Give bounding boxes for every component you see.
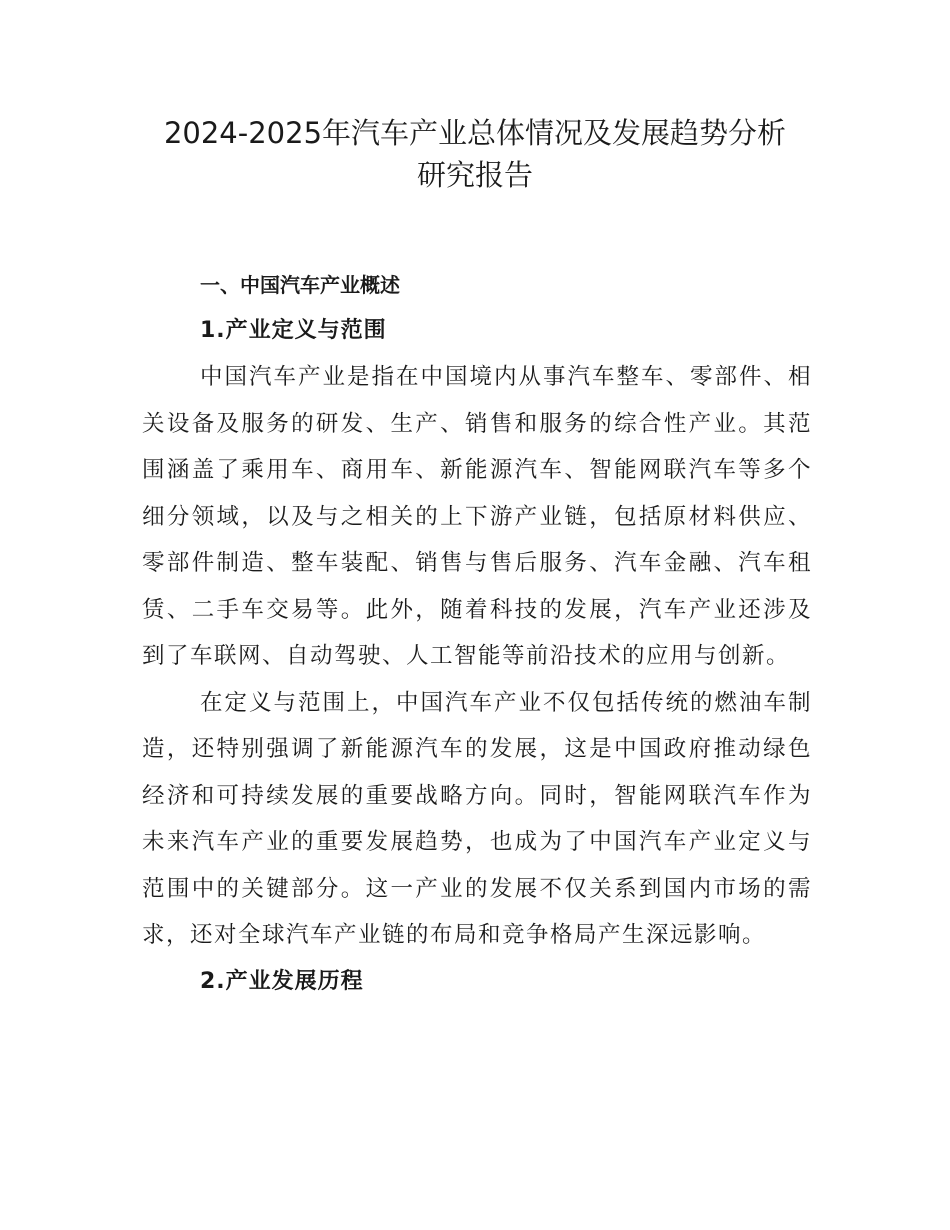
document-title-line1: 2024-2025年汽车产业总体情况及发展趋势分析 bbox=[163, 116, 787, 150]
section-heading: 一、中国汽车产业概述 bbox=[200, 273, 400, 297]
subsection-heading-history: 2.产业发展历程 bbox=[200, 968, 364, 994]
paragraph-definition: 中国汽车产业是指在中国境内从事汽车整车、零部件、相关设备及服务的研发、生产、销售和服务的综合性产业。其范围涵盖了乘用车、商用车、新能源汽车、智能网联汽车等多个细分领域，以及与之相关的上下游产业链，包括原材料供应、零部件制造、整车装配、销售与售后服务、汽车金融、汽车租赁、二手车交易等。此外，随着科技的发展，汽车产业还涉及到了车联网、自动驾驶、人工智能等前沿技术的应用与创新。 bbox=[142, 364, 812, 669]
document-body bbox=[142, 262, 812, 1005]
paragraph-scope: 在定义与范围上，中国汽车产业不仅包括传统的燃油车制造，还特别强调了新能源汽车的发展，这是中国政府推动绿色经济和可持续发展的重要战略方向。同时，智能网联汽车作为未来汽车产业的重要发展趋势，也成为了中国汽车产业定义与范围中的关键部分。这一产业的发展不仅关系到国内市场的需求，还对全球汽车产业链的布局和竞争格局产生深远影响。 bbox=[142, 689, 812, 948]
subsection-heading-definition: 1.产业定义与范围 bbox=[200, 318, 387, 343]
document-title-line2: 研究报告 bbox=[416, 158, 533, 192]
